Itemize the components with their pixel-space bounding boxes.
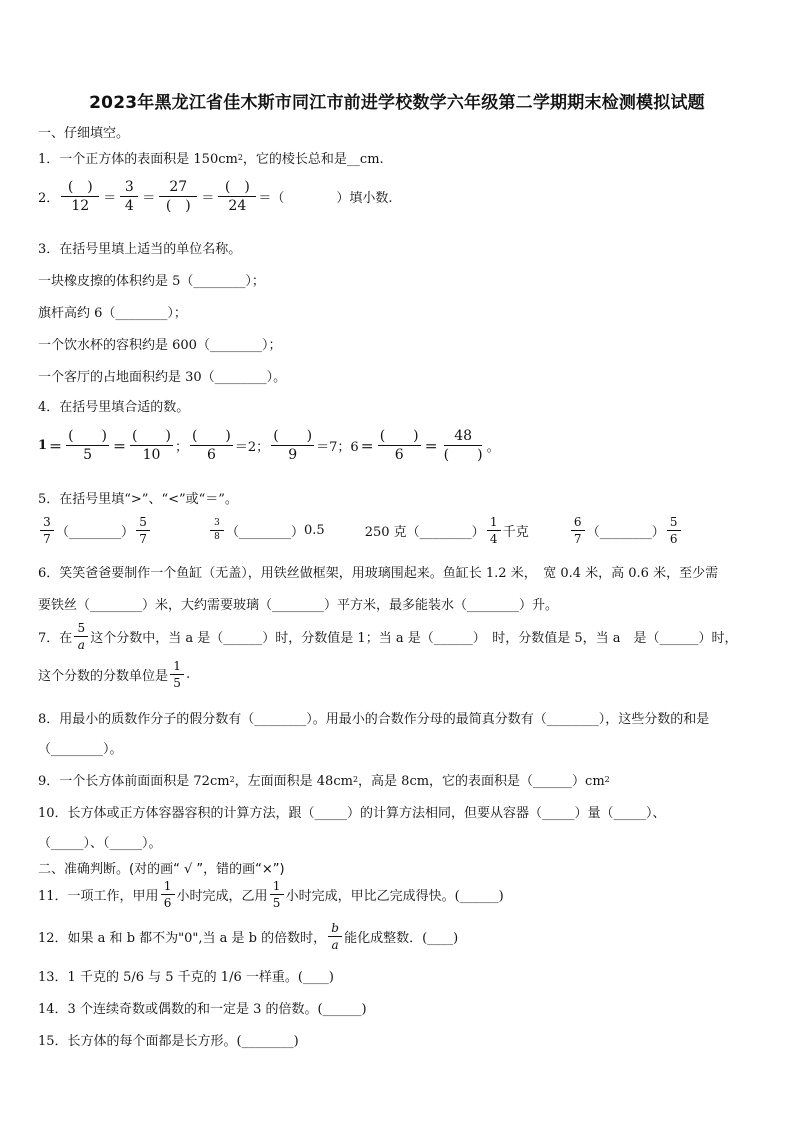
question-5-heading: 5．在括号里填“>”、“<”或“＝”。 bbox=[38, 492, 238, 507]
page-title: 2023年黑龙江省佳木斯市同江市前进学校数学六年级第二学期期末检测模拟试题 bbox=[89, 93, 705, 113]
q4-fraction-3: $\frac{( )}{6}$ bbox=[191, 428, 231, 463]
question-1 bbox=[38, 148, 384, 167]
q7-fraction: $\frac{5}{a}$ bbox=[74, 622, 88, 651]
question-7-line-1: 7．在 $\frac{5}{a}$ 这个分数中，当 a 是（______）时，分数值是 1；当 a 是（______） 时，分数值是 5，当 a 是（______）时， bbox=[38, 621, 738, 652]
q4-fraction-4: $\frac{( )}{9}$ bbox=[273, 428, 313, 463]
question-5-comparisons: $\frac{3}{7}$ （________） $\frac{5}{7}$ $\frac{3}{8}$ （________） 0.5 250 克 （________） $\frac{1}{4}$ 千克 $\frac{6}{7}$ （________） $\frac{5}{6}$ bbox=[38, 516, 698, 545]
question-3-line-3: 一个饮水杯的容积约是 600（________）； bbox=[38, 338, 282, 353]
question-11: 11．一项工作，甲用 $\frac{1}{6}$ 小时完成，乙用 $\frac{1}{5}$ 小时完成，甲比乙完成得快。(______) bbox=[38, 879, 504, 910]
question-10-line-1: 10．长方体或正方体容器容积的计算方法，跟（_____）的计算方法相同，但要从容器（_____）量（_____）、 bbox=[38, 806, 666, 821]
q1-sup: 2 bbox=[237, 153, 243, 162]
q4-fraction-1: $\frac{( )}{5}$ bbox=[68, 428, 107, 463]
question-14: 14．3 个连续奇数或偶数的和一定是 3 的倍数。(______) bbox=[38, 1002, 367, 1017]
q4-fraction-6: $\frac{48}{( )}$ bbox=[443, 428, 483, 463]
q5-frac-d2: $\frac{5}{6}$ bbox=[667, 516, 681, 545]
question-6-line-2: 要铁丝（________）米，大约需要玻璃（________）平方米，最多能装水（________）升。 bbox=[38, 598, 559, 613]
section-heading-2: 二、准确判断。(对的画“ √ ”，错的画“×”) bbox=[38, 862, 285, 877]
q2-fraction-4: $\frac{( )}{24}$ bbox=[218, 180, 256, 213]
q2-fraction-2: $\frac{3}{4}$ bbox=[120, 180, 138, 213]
question-4-equations: 1 ＝ $\frac{( )}{5}$ ＝ $\frac{( )}{10}$ ； $\frac{( )}{6}$ ＝2； $\frac{( )}{9}$ ＝7；6 ＝ $\frac{( )}{6}$ ＝ $\frac{48}{( )}$ 。 bbox=[38, 428, 500, 463]
q12-fraction: $\frac{b}{a}$ bbox=[328, 922, 342, 951]
q2-tail: ＝（ ）填小数. bbox=[258, 191, 393, 206]
q2-fraction-3: $\frac{27}{( )}$ bbox=[159, 180, 197, 213]
question-3-line-2: 旗杆高约 6（________）； bbox=[38, 306, 187, 321]
question-3-line-1: 一块橡皮擦的体积约是 5（________）； bbox=[38, 274, 265, 289]
q7-unit-fraction: $\frac{1}{5}$ bbox=[170, 660, 184, 689]
question-10-line-2: （_____）、（_____）。 bbox=[38, 836, 162, 851]
q5-frac-a1: $\frac{3}{7}$ bbox=[40, 516, 54, 545]
section-heading-1: 一、仔细填空。 bbox=[38, 126, 130, 141]
question-4-heading: 4．在括号里填合适的数。 bbox=[38, 400, 190, 415]
question-13: 13．1 千克的 5/6 与 5 千克的 1/6 一样重。(____) bbox=[38, 970, 334, 985]
q1-text-a: 1．一个正方体的表面积是 150cm bbox=[38, 152, 238, 167]
q1-text-b: ，它的棱长总和是__cm. bbox=[242, 152, 384, 167]
question-9: 9．一个长方体前面面积是 72cm 2 ，左面面积是 48cm 2 ，高是 8cm，它的表面积是（______）cm 2 bbox=[38, 774, 610, 789]
question-15: 15．长方体的每个面都是长方形。(________) bbox=[38, 1034, 299, 1049]
question-2: 2． $\frac{( )}{12}$ ＝ $\frac{3}{4}$ ＝ $\frac{27}{( )}$ ＝ $\frac{( )}{24}$ ＝（ ）填小数. bbox=[38, 179, 393, 214]
q2-fraction-1: $\frac{( )}{12}$ bbox=[61, 180, 99, 213]
q4-fraction-5: $\frac{( )}{6}$ bbox=[379, 428, 419, 463]
question-3-heading: 3．在括号里填上适当的单位名称。 bbox=[38, 242, 242, 257]
q11-fraction-2: $\frac{1}{5}$ bbox=[270, 880, 284, 909]
q5-frac-b1: $\frac{3}{8}$ bbox=[210, 519, 224, 542]
q11-fraction-1: $\frac{1}{6}$ bbox=[161, 880, 175, 909]
q4-fraction-2: $\frac{( )}{10}$ bbox=[132, 428, 171, 463]
question-8-line-2: （________）。 bbox=[38, 742, 123, 757]
q5-frac-a2: $\frac{5}{7}$ bbox=[136, 516, 150, 545]
question-6-line-1: 6．笑笑爸爸要制作一个鱼缸（无盖），用铁丝做框架，用玻璃围起来。鱼缸长 1.2 米， 宽 0.4 米，高 0.6 米，至少需 bbox=[38, 566, 719, 581]
q5-frac-d1: $\frac{6}{7}$ bbox=[571, 516, 585, 545]
question-3-line-4: 一个客厅的占地面积约是 30（________）。 bbox=[38, 370, 287, 385]
question-7-line-2: 这个分数的分数单位是 $\frac{1}{5}$ . bbox=[38, 659, 191, 690]
question-8-line-1: 8．用最小的质数作分子的假分数有（________）。用最小的合数作分母的最简真分数有（________），这些分数的和是 bbox=[38, 712, 710, 727]
q5-frac-c1: $\frac{1}{4}$ bbox=[487, 516, 501, 545]
q2-number: 2． bbox=[38, 191, 60, 206]
question-12: 12．如果 a 和 b 都不为"0",当 a 是 b 的倍数时， $\frac{b}{a}$ 能化成整数．(____) bbox=[38, 921, 459, 952]
